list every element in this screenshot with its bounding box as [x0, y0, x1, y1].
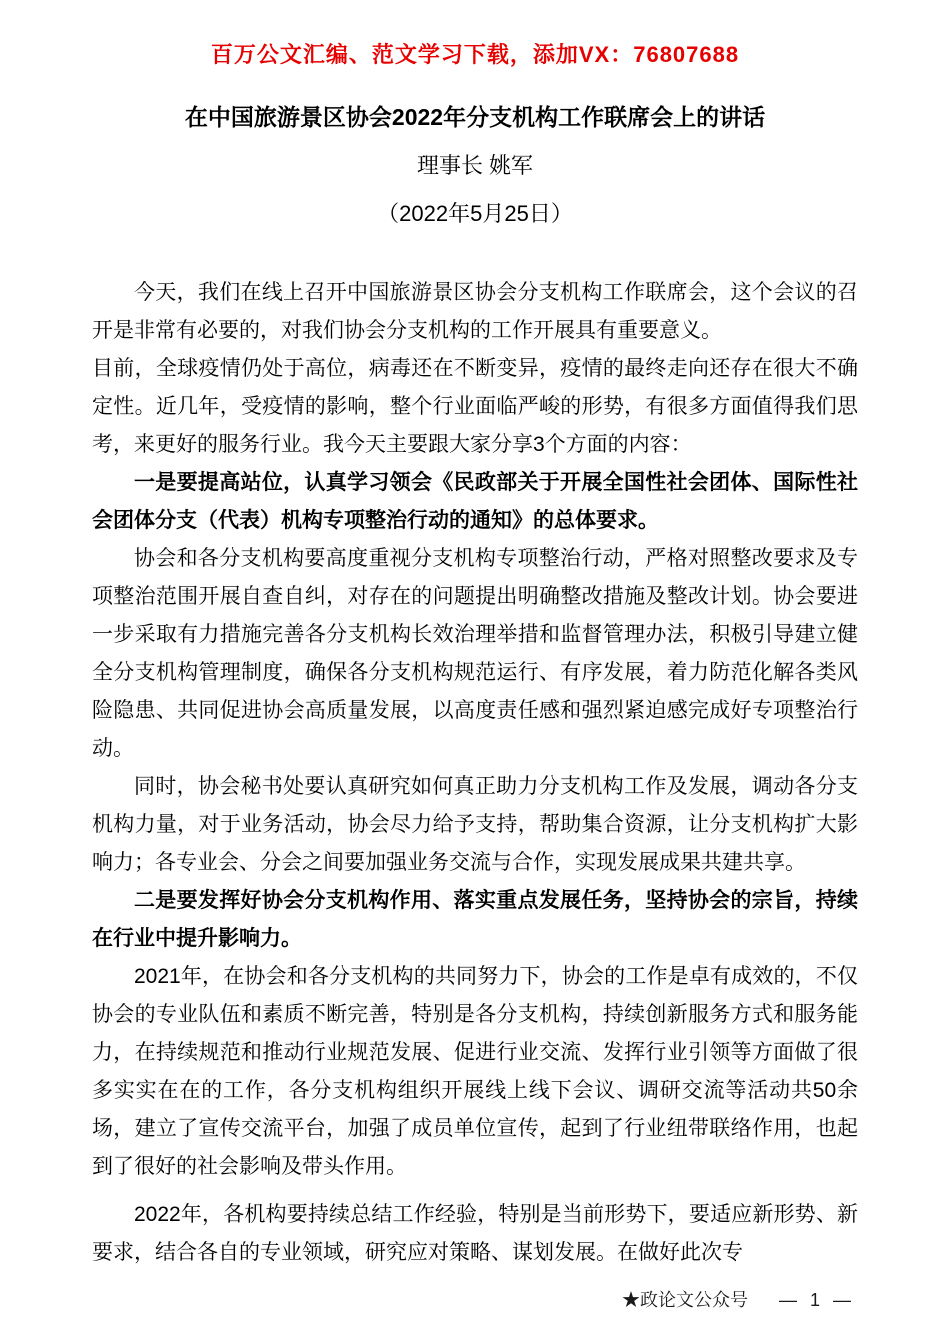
paragraph-intro-2: 目前，全球疫情仍处于高位，病毒还在不断变异，疫情的最终走向还存在很大不确定性。近几年，受疫情的影响，整个行业面临严峻的形势，有很多方面值得我们思考，来更好的服务行业。我今天主要跟大家分享3个方面的内容：: [92, 357, 858, 456]
footer-source: ★政论文公众号: [621, 1290, 748, 1310]
paragraph-body-1: 协会和各分支机构要高度重视分支机构专项整治行动，严格对照整改要求及专项整治范围开展自查自纠，对存在的问题提出明确整改措施及整改计划。协会要进一步采取有力措施完善各分支机构长效治理举措和监督管理办法，积极引导建立健全分支机构管理制度，确保各分支机构规范运行、有序发展，着力防范化解各类风险隐患、共同促进协会高质量发展，以高度责任感和强烈紧迫感完成好专项整治行动。: [92, 547, 858, 760]
paragraph-body-2: 同时，协会秘书处要认真研究如何真正助力分支机构工作及发展，调动各分支机构力量，对于业务活动，协会尽力给予支持，帮助集合资源，让分支机构扩大影响力；各专业会、分会之间要加强业务交流与合作，实现发展成果共建共享。: [92, 775, 858, 874]
document-body: [92, 274, 858, 1272]
paragraph-body-4: 2022年，各机构要持续总结工作经验，特别是当前形势下，要适应新形势、新要求，结合各自的专业领域，研究应对策略、谋划发展。在做好此次专: [92, 1203, 858, 1264]
document-title: 在中国旅游景区协会2022年分支机构工作联席会上的讲话: [184, 104, 766, 130]
author-line: 理事长 姚军: [416, 153, 534, 178]
date-line: （2022年5月25日）: [377, 201, 573, 226]
paragraph-heading-1: 一是要提高站位，认真学习领会《民政部关于开展全国性社会团体、国际性社会团体分支（代表）机构专项整治行动的通知》的总体要求。: [92, 471, 858, 532]
paragraph-heading-2: 二是要发挥好协会分支机构作用、落实重点发展任务，坚持协会的宗旨，持续在行业中提升影响力。: [92, 889, 858, 950]
promo-banner: 百万公文汇编、范文学习下载，添加VX：76807688: [210, 42, 740, 67]
page-number: — 1 —: [778, 1290, 855, 1310]
page-footer: [622, 1286, 855, 1312]
paragraph-intro-1: 今天，我们在线上召开中国旅游景区协会分支机构工作联席会，这个会议的召开是非常有必要的，对我们协会分支机构的工作开展具有重要意义。: [92, 281, 858, 342]
paragraph-body-3: 2021年，在协会和各分支机构的共同努力下，协会的工作是卓有成效的，不仅协会的专业队伍和素质不断完善，特别是各分支机构，持续创新服务方式和服务能力，在持续规范和推动行业规范发展、促进行业交流、发挥行业引领等方面做了很多实实在在的工作，各分支机构组织开展线上线下会议、调研交流等活动共50余场，建立了宣传交流平台，加强了成员单位宣传，起到了行业纽带联络作用，也起到了很好的社会影响及带头作用。: [92, 965, 858, 1178]
